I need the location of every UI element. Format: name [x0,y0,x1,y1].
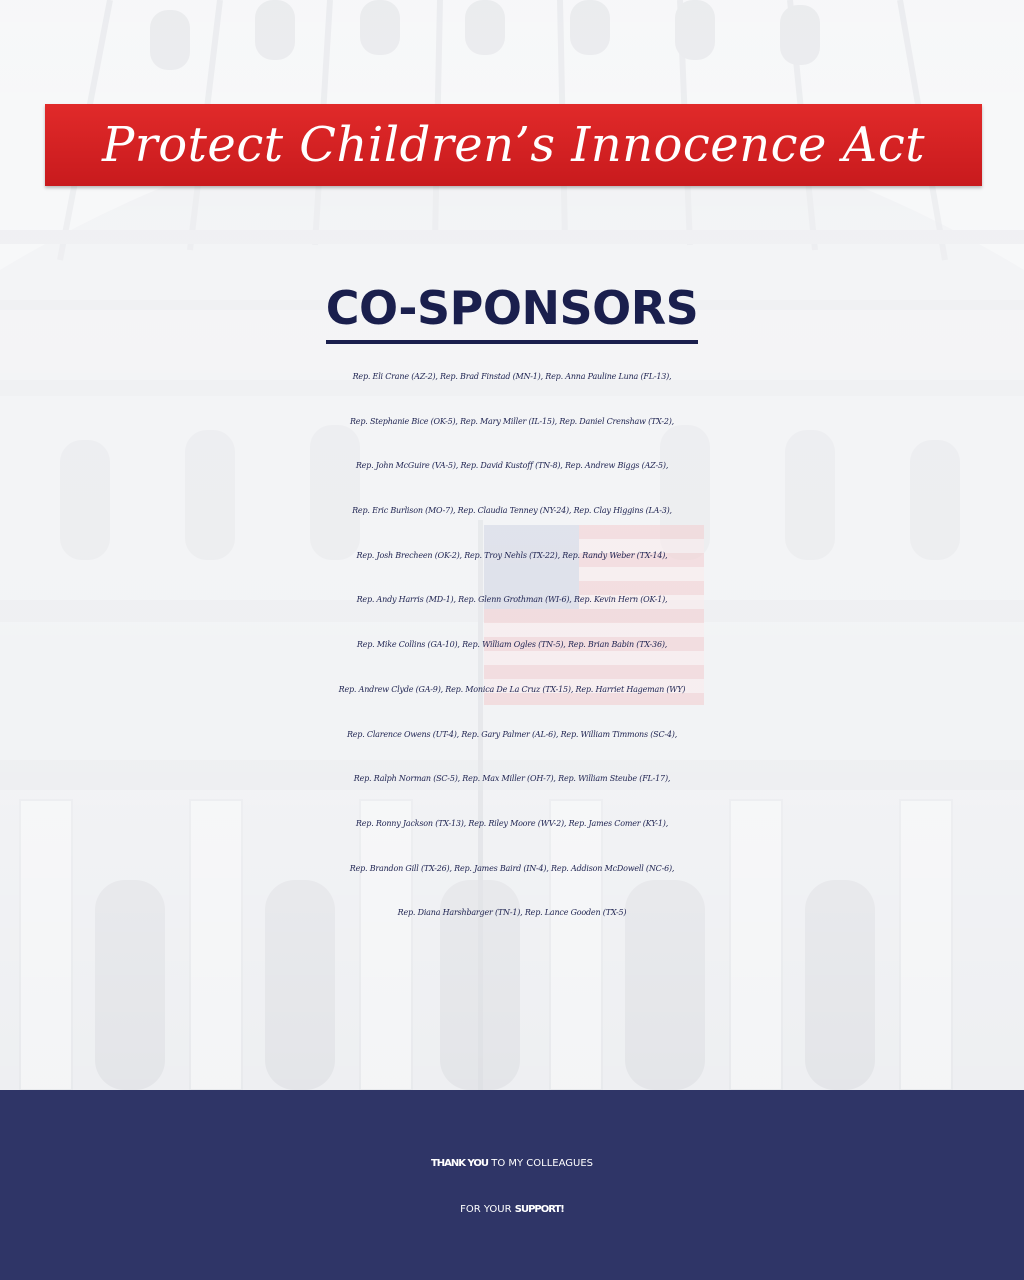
sponsor-line: Rep. Diana Harshbarger (TN-1), Rep. Lance Gooden (TX-5) [397,908,627,918]
sponsor-line: Rep. Mike Collins (GA-10), Rep. William Ogles (TN-5), Rep. Brian Babin (TX-36), [356,640,668,650]
sponsor-line: Rep. Andrew Clyde (GA-9), Rep. Monica De La Cruz (TX-15), Rep. Harriet Hageman (WY) [338,684,686,694]
thank-you-rest: TO MY COLLEAGUES [488,1158,593,1169]
co-sponsors-heading-wrap [0,278,1024,344]
support-bold: SUPPORT! [514,1204,564,1215]
bill-title: Protect Children’s Innocence Act [101,117,926,173]
thank-you-line-1 [0,1140,1024,1188]
sponsor-line: Rep. Stephanie Bice (OK-5), Rep. Mary Miller (IL-15), Rep. Daniel Crenshaw (TX-2), [349,416,675,426]
support-start: FOR YOUR [460,1204,515,1215]
sponsor-line: Rep. Clarence Owens (UT-4), Rep. Gary Palmer (AL-6), Rep. William Timmons (SC-4), [346,729,678,739]
sponsor-line: Rep. John McGuire (VA-5), Rep. David Kustoff (TN-8), Rep. Andrew Biggs (AZ-5), [355,461,669,471]
title-banner [45,104,982,186]
sponsor-line: Rep. Brandon Gill (TX-26), Rep. James Baird (IN-4), Rep. Addison McDowell (NC-6), [349,863,675,873]
sponsor-line: Rep. Josh Brecheen (OK-2), Rep. Troy Nehls (TX-22), Rep. Randy Weber (TX-14), [356,550,668,560]
co-sponsors-list [0,355,1024,936]
sponsor-line: Rep. Eli Crane (AZ-2), Rep. Brad Finstad (MN-1), Rep. Anna Pauline Luna (FL-13), [352,372,672,381]
co-sponsors-heading: CO-SPONSORS [326,278,699,344]
sponsor-line: Rep. Ronny Jackson (TX-13), Rep. Riley Moore (WV-2), Rep. James Comer (KY-1), [355,818,669,828]
sponsor-line: Rep. Ralph Norman (SC-5), Rep. Max Miller (OH-7), Rep. William Steube (FL-17), [353,774,671,784]
sponsor-line: Rep. Eric Burlison (MO-7), Rep. Claudia Tenney (NY-24), Rep. Clay Higgins (LA-3), [352,506,672,516]
thank-you-line-2 [0,1186,1024,1234]
thank-you-footer [0,1090,1024,1280]
thank-you-bold: THANK YOU [430,1158,489,1169]
sponsor-line: Rep. Andy Harris (MD-1), Rep. Glenn Grothman (WI-6), Rep. Kevin Hern (OK-1), [356,595,668,605]
